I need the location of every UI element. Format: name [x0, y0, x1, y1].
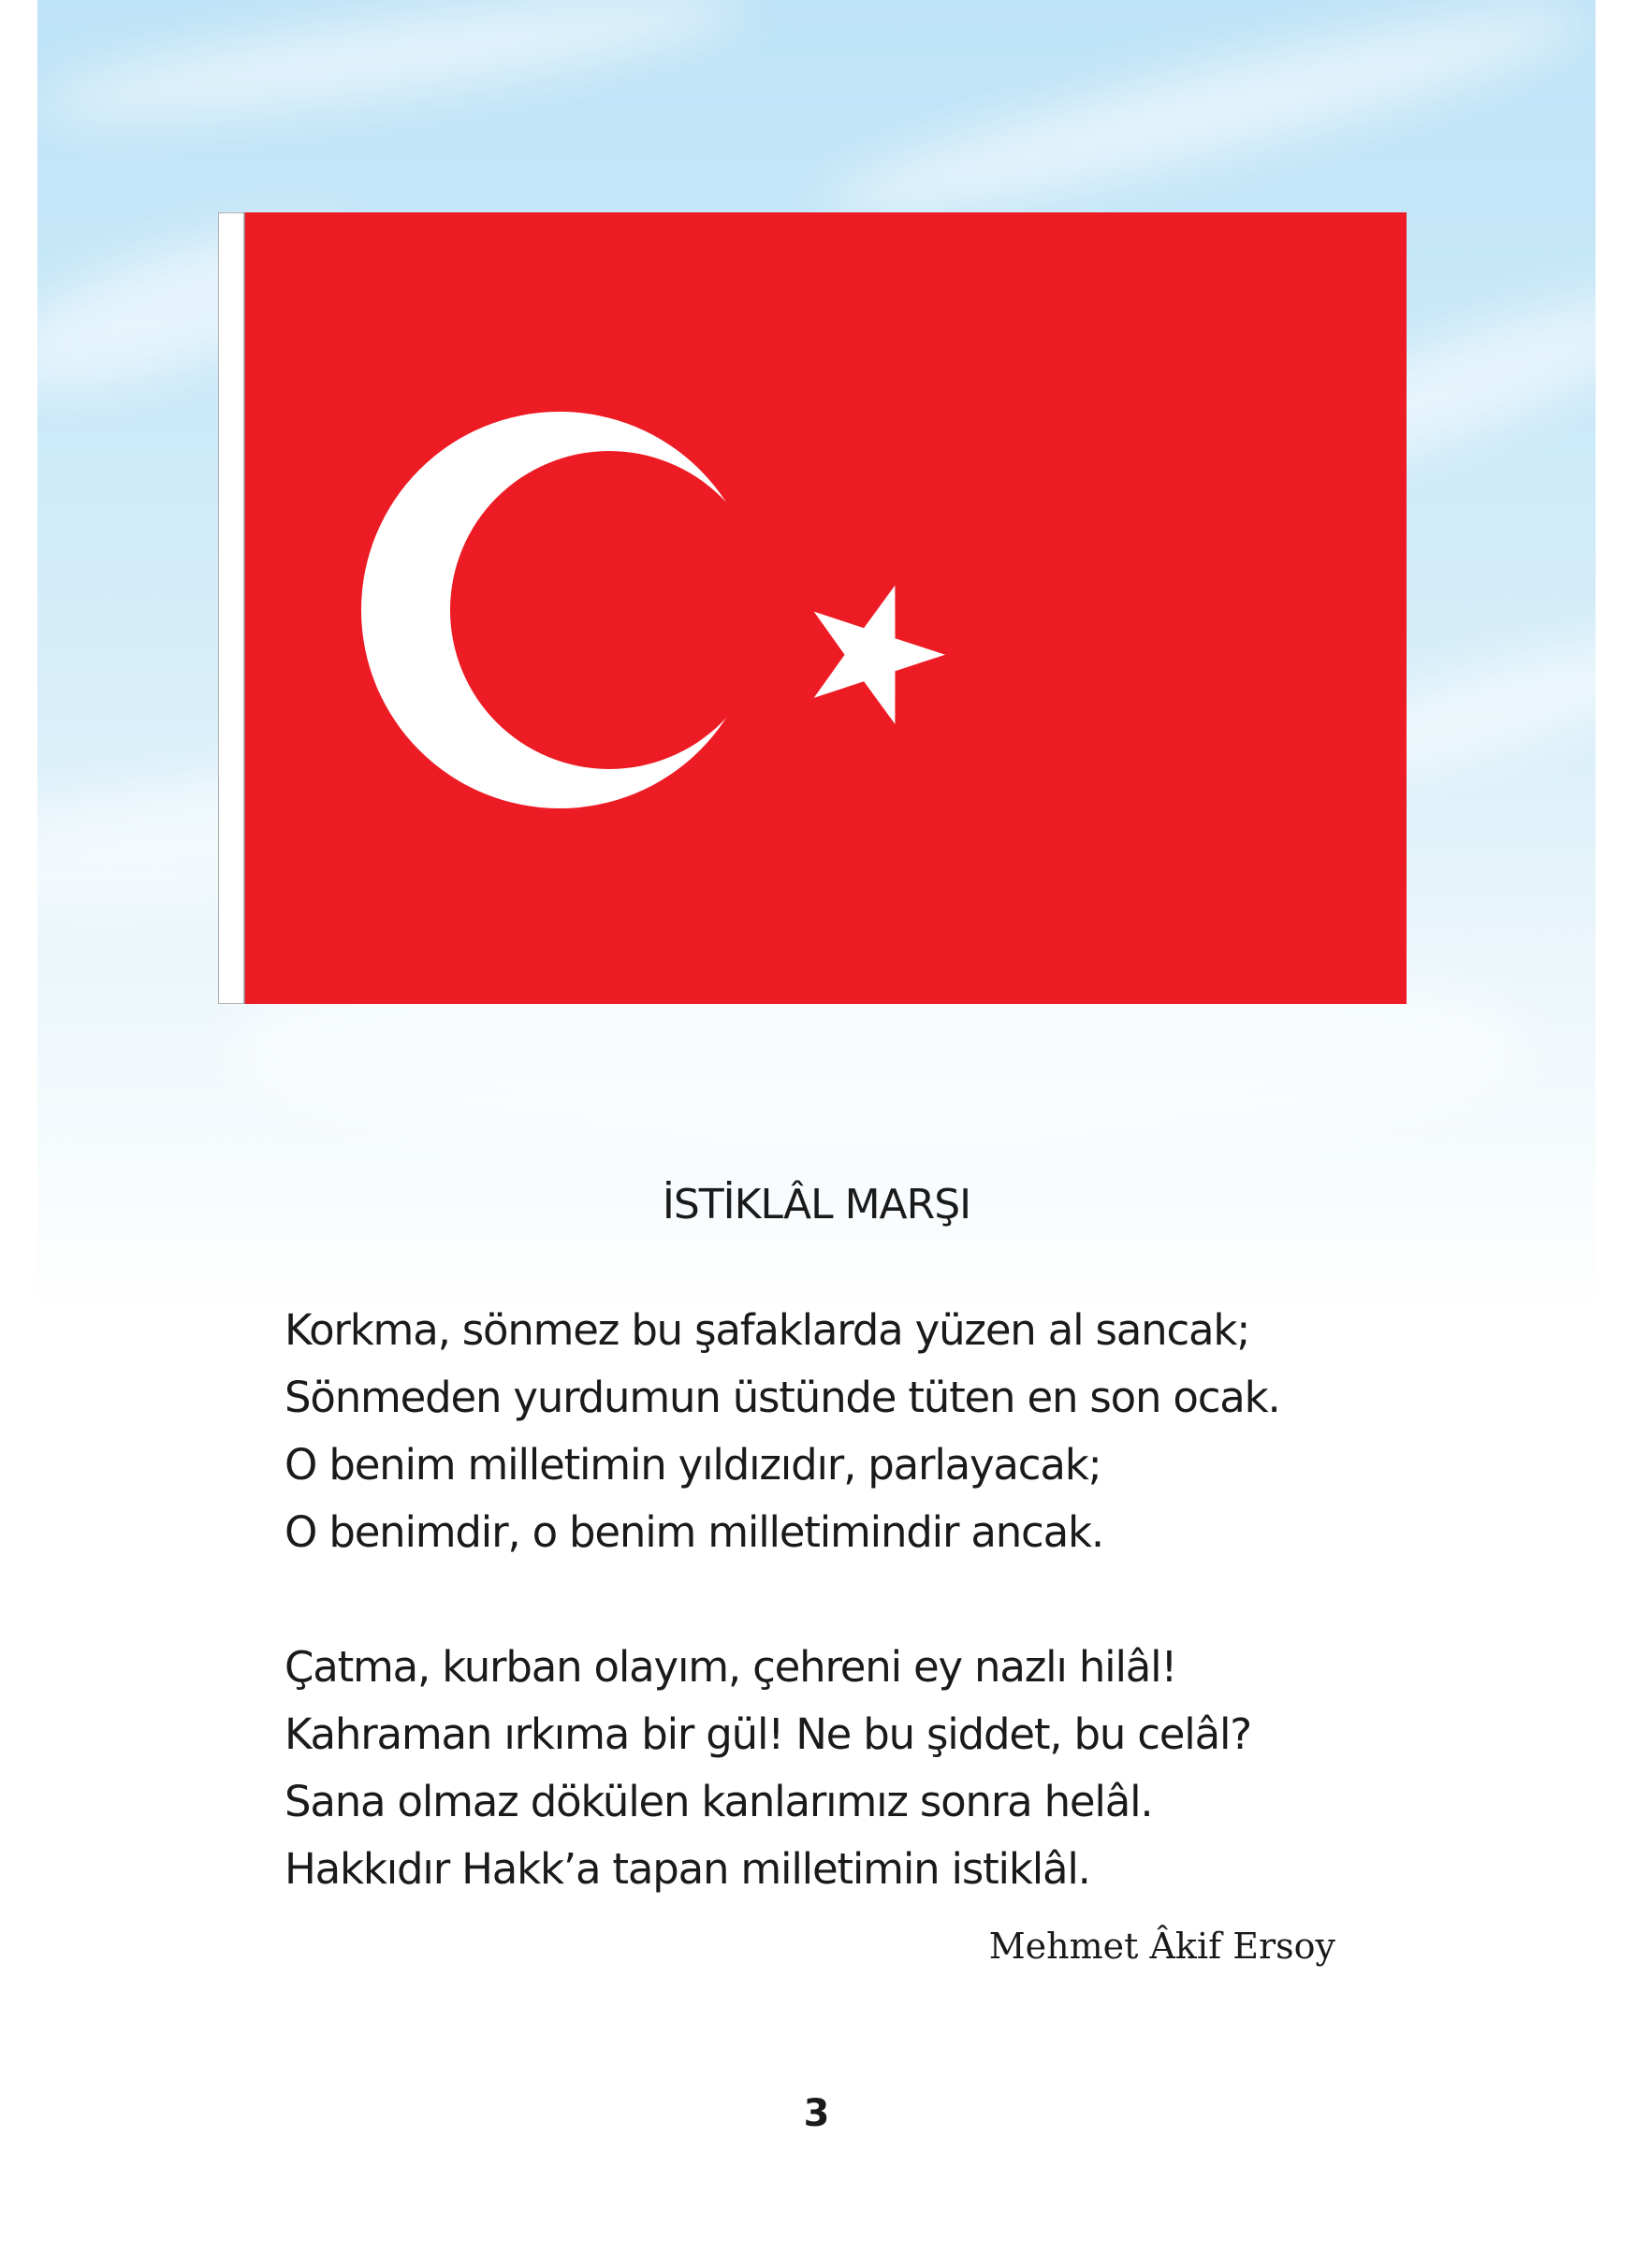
- verse-line: O benim milletimin yıldızıdır, parlayacak;: [284, 1440, 1101, 1490]
- verse-line: Sönmeden yurdumun üstünde tüten en son ocak.: [284, 1373, 1280, 1422]
- verse-line: Hakkıdır Hakk’a tapan milletimin istiklâl.: [284, 1844, 1090, 1894]
- crescent-inner: [450, 451, 768, 769]
- turkish-flag-icon: [218, 212, 1407, 1004]
- stanza-2: [284, 1634, 1407, 1903]
- poem-body: [284, 1297, 1407, 1970]
- flag-hoist-strip: [218, 212, 244, 1004]
- author-name: Mehmet Âkif Ersoy: [988, 1926, 1335, 1967]
- anthem-title: İSTİKLÂL MARŞI: [662, 1181, 971, 1228]
- turkish-flag: [218, 212, 1407, 1004]
- verse-line: Sana olmaz dökülen kanlarımız sonra helâl.: [284, 1777, 1153, 1826]
- stanza-1: [284, 1297, 1407, 1566]
- verse-line: Çatma, kurban olayım, çehreni ey nazlı hilâl!: [284, 1642, 1177, 1692]
- page-number: 3: [803, 2092, 830, 2135]
- verse-line: O benimdir, o benim milletimindir ancak.: [284, 1507, 1103, 1557]
- verse-line: Korkma, sönmez bu şafaklarda yüzen al sancak;: [284, 1305, 1250, 1355]
- verse-line: Kahraman ırkıma bir gül! Ne bu şiddet, bu celâl?: [284, 1709, 1251, 1759]
